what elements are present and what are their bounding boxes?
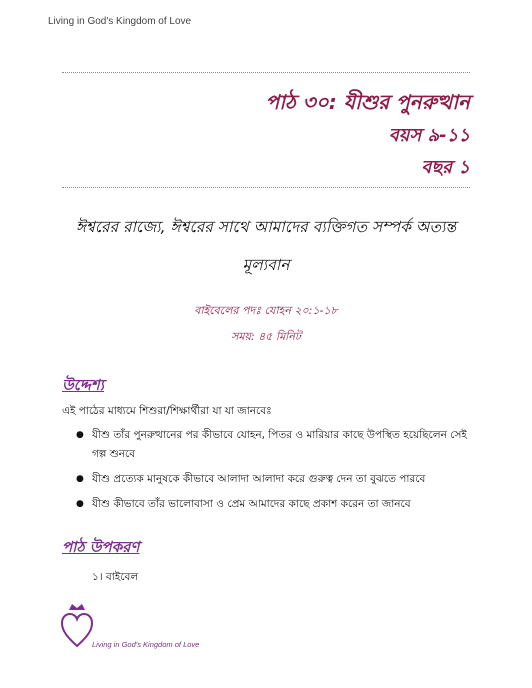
crown-heart-icon: [60, 602, 94, 650]
bullet-icon: ●: [76, 474, 84, 484]
list-item: [62, 495, 472, 514]
bullet-icon: ●: [76, 430, 84, 440]
lesson-theme: ঈশ্বরের রাজ্যে, ঈশ্বরের সাথে আমাদের ব্যক্তিগত সম্পর্ক অত্যন্ত মূল্যবান: [75, 218, 457, 274]
objectives-list: [62, 426, 472, 520]
age-range: বয়স ৯-১১: [388, 125, 470, 146]
objective-text: যীশু তাঁর পুনরুত্থানের পর কীভাবে যোহন, পিতর ও মারিয়ার কাছে উপস্থিত হয়েছিলেন সেই গল্প শুনবে: [92, 429, 467, 460]
bible-reference: বাইবেলের পদঃ যোহন ২০:১-১৮: [194, 304, 338, 317]
objective-text: যীশু প্রত্যেক মানুষকে কীভাবে আলাদা আলাদা করে গুরুত্ব দেন তা বুঝতে পারবে: [92, 473, 426, 485]
list-item: [62, 470, 472, 489]
objectives-intro: এই পাঠের মাধ্যমে শিশুরা/শিক্ষার্থীরা যা যা জানবেঃ: [62, 405, 272, 417]
top-divider: [62, 72, 470, 73]
lesson-title: পাঠ ৩০: যীশুর পুনরুত্থান: [265, 90, 470, 114]
lesson-duration: সময়: ৪৫ মিনিট: [231, 330, 301, 343]
year-label: বছর ১: [421, 157, 470, 178]
objectives-heading: উদ্দেশ্য: [62, 376, 105, 394]
footer-text: Living in God's Kingdom of Love: [92, 640, 200, 649]
material-item: ১। বাইবেল: [92, 571, 139, 583]
objective-text: যীশু কীভাবে তাঁর ভালোবাসা ও প্রেম আমাদের কাছে প্রকাশ করেন তা জানবে: [92, 498, 411, 510]
bullet-icon: ●: [76, 499, 84, 509]
list-item: [62, 426, 472, 464]
bottom-divider: [62, 187, 470, 188]
materials-heading: পাঠ উপকরণ: [62, 538, 140, 556]
page-header-text: Living in God's Kingdom of Love: [48, 16, 192, 27]
